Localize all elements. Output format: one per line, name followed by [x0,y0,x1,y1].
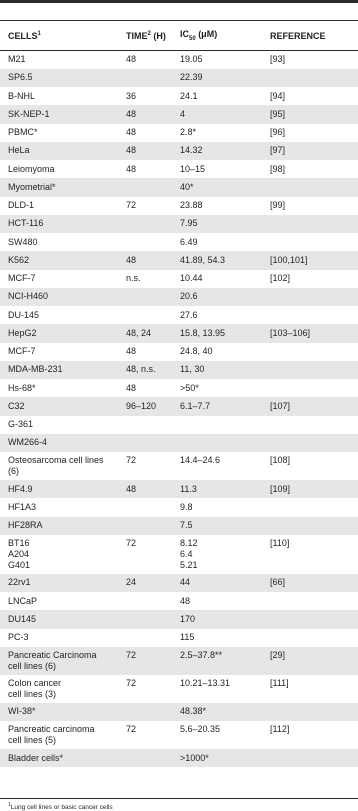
table-row [0,480,358,498]
ic50-value: 48.38* [172,703,262,721]
reference-value: [66] [262,574,358,592]
ic50-value: 48 [180,595,191,606]
ic50-value: 8.12 6.4 5.21 [180,537,198,570]
header-cells: CELLS$^1$ [0,21,118,51]
reference-value: [102] [270,273,291,284]
ic50-value: 170 [172,610,262,628]
cell-line: SP6.5 [0,69,118,87]
cell-line: Myometrial* [0,178,118,196]
time-value: 72 [118,647,172,675]
table-row [0,629,358,647]
ic50-value: 6.49 [180,236,198,247]
cell-line: HF4.9 [0,480,118,498]
ic50-value: 5.6–20.35 [180,724,221,734]
ic50-table [0,20,358,767]
table-row [0,306,358,324]
time-value: 96–120 [118,397,172,415]
top-rule [0,0,358,3]
table-row [0,197,358,215]
ic50-value: >50* [180,382,199,393]
ic50-value [172,434,262,452]
reference-value [262,361,358,379]
table-row [0,361,358,379]
table-row [0,610,358,628]
reference-value [262,592,358,610]
ic50-value: 14.4–24.6 [180,455,221,465]
ic50-value: 40* [172,178,262,196]
cell-line: Pancreatic carcinoma cell lines (5) [8,724,95,745]
cell-line: Colon cancer cell lines (3) [8,677,62,699]
cell-line: HeLa [0,142,118,160]
table-row [0,87,358,105]
ic50-value: >1000* [172,749,262,767]
table-row [0,517,358,535]
cell-line: Hs-68* [8,382,36,393]
reference-value: [111] [270,677,289,688]
time-value: 48 [126,346,137,357]
reference-value [262,749,358,767]
time-value: 72 [126,677,137,688]
table-row [0,379,358,397]
table-row [0,675,358,703]
time-value: 48 [126,163,137,174]
table-row [0,416,358,434]
cell-line: HF28RA [0,517,118,535]
reference-value [262,517,358,535]
cell-line: MDA-MB-231 [0,361,118,379]
ic50-value: 2.5–37.8** [172,647,262,675]
reference-value [262,703,358,721]
reference-value: [112] [270,724,290,734]
reference-value: [94] [270,90,286,101]
header-reference: REFERENCE [262,21,358,51]
reference-value [262,288,358,306]
cell-line: PBMC* [8,127,38,138]
table-row [0,592,358,610]
table-body [0,51,358,768]
cell-line: Osteosarcoma cell lines (6) [8,455,104,476]
cell-line: HF1A3 [8,501,37,512]
table-row [0,51,358,69]
time-value [118,416,172,434]
reference-value: [97] [262,142,358,160]
reference-value [262,610,358,628]
ic50-value: 41.89, 54.3 [172,251,262,269]
ic50-value: 23.88 [180,200,203,211]
table-row [0,452,358,480]
table-row [0,343,358,361]
cell-line: B-NHL [8,90,36,101]
table-row [0,498,358,516]
cell-line: DU145 [0,610,118,628]
ic50-value: 7.5 [172,517,262,535]
time-value [118,233,172,251]
ic50-value: 15.8, 13.95 [172,324,262,342]
time-value: 48, 24 [118,324,172,342]
reference-value [262,498,358,516]
cell-line: NCI-H460 [0,288,118,306]
table-row [0,233,358,251]
time-value [118,498,172,516]
header-row [0,21,358,51]
time-value [118,749,172,767]
table-row [0,288,358,306]
ic50-value: 115 [180,632,195,643]
time-value [118,288,172,306]
table-row [0,749,358,767]
table-row [0,69,358,87]
cell-line: DLD-1 [8,200,35,211]
table-row [0,142,358,160]
time-value: 48 [126,54,137,65]
table-row [0,574,358,592]
table-row [0,703,358,721]
reference-value: [103–106] [262,324,358,342]
time-value: 72 [126,455,137,465]
cell-line: MCF-7 [8,346,36,357]
time-value: 72 [126,200,137,211]
ic50-value: 14.32 [172,142,262,160]
table-row [0,270,358,288]
reference-value: [29] [262,647,358,675]
table-row [0,721,358,749]
time-value [118,434,172,452]
time-value: 24 [118,574,172,592]
ic50-value: 10.21–13.31 [180,677,231,688]
table-row [0,434,358,452]
time-value: 72 [126,537,137,548]
cell-line: SW480 [8,236,38,247]
cell-line: WI-38* [0,703,118,721]
ic50-value: 4 [172,105,262,123]
ic50-value: 24.8, 40 [180,346,213,357]
reference-value: [93] [270,54,286,65]
time-value [118,610,172,628]
time-value [118,517,172,535]
cell-line: K562 [0,251,118,269]
time-value: 72 [126,724,137,734]
time-value: 48 [118,251,172,269]
cell-line: Leiomyoma [8,163,55,174]
ic50-value: 27.6 [180,309,198,320]
ic50-value: 10–15 [180,163,206,174]
table-row [0,178,358,196]
ic50-value: 22.39 [172,69,262,87]
cell-line: DU-145 [8,309,40,320]
reference-value: [99] [270,200,286,211]
time-value [118,306,172,324]
time-value: 48 [126,127,137,138]
ic50-value: 19.05 [180,54,203,65]
cell-line: Pancreatic Carcinoma cell lines (6) [0,647,118,675]
reference-value [262,215,358,233]
time-value: 48 [118,480,172,498]
ic50-value: 7.95 [172,215,262,233]
reference-value: [95] [262,105,358,123]
time-value [118,215,172,233]
table-row [0,124,358,142]
reference-value [262,233,358,251]
table-row [0,251,358,269]
table-row [0,535,358,574]
ic50-value: 11, 30 [172,361,262,379]
ic50-value [172,416,262,434]
cell-line: C32 [0,397,118,415]
table-row [0,397,358,415]
time-value [118,703,172,721]
time-value: 48 [126,382,137,393]
cell-line: G-361 [8,419,34,430]
reference-value [262,178,358,196]
table-row [0,647,358,675]
ic50-value: 44 [172,574,262,592]
reference-value: [107] [262,397,358,415]
header-time: TIME$^2$ (H) [118,21,172,51]
table-footnote: $^1$Lung cell lines or basic cancer cells [0,798,358,811]
cell-line: Bladder cells* [0,749,118,767]
header-ic50: $IC_{50}$ (μM) [172,21,262,51]
time-value [118,592,172,610]
cell-line: HepG2 [0,324,118,342]
ic50-value: 2.8* [180,127,197,138]
time-value: 48 [118,142,172,160]
ic50-value: 6.1–7.7 [172,397,262,415]
time-value: n.s. [126,273,141,284]
table-row [0,215,358,233]
cell-line: WM266-4 [0,434,118,452]
reference-value: [109] [262,480,358,498]
ic50-value: 9.8 [180,501,193,512]
reference-value [262,629,358,647]
reference-value [262,379,358,397]
reference-value [262,343,358,361]
reference-value [262,416,358,434]
table-row [0,324,358,342]
reference-value: [110] [270,537,290,548]
time-value: 48, n.s. [118,361,172,379]
cell-line: SK-NEP-1 [0,105,118,123]
reference-value: [96] [270,127,286,138]
cell-line: PC-3 [8,632,29,643]
cell-line: MCF-7 [8,273,36,284]
cell-line: HCT-116 [0,215,118,233]
reference-value [262,434,358,452]
cell-line: 22rv1 [0,574,118,592]
cell-line: LNCaP [8,595,38,606]
ic50-value: 11.3 [172,480,262,498]
time-value [118,629,172,647]
time-value: 36 [126,90,137,101]
reference-value [262,69,358,87]
reference-value: [108] [270,455,291,465]
table-row [0,105,358,123]
reference-value [262,306,358,324]
cell-line: M21 [8,54,26,65]
time-value [118,178,172,196]
ic50-value: 10.44 [180,273,203,284]
ic50-value: 20.6 [172,288,262,306]
table-row [0,160,358,178]
time-value: 48 [118,105,172,123]
cell-line: BT16 A204 G401 [8,537,31,570]
reference-value: [98] [270,163,286,174]
ic50-value: 24.1 [180,90,198,101]
reference-value: [100,101] [262,251,358,269]
time-value [118,69,172,87]
